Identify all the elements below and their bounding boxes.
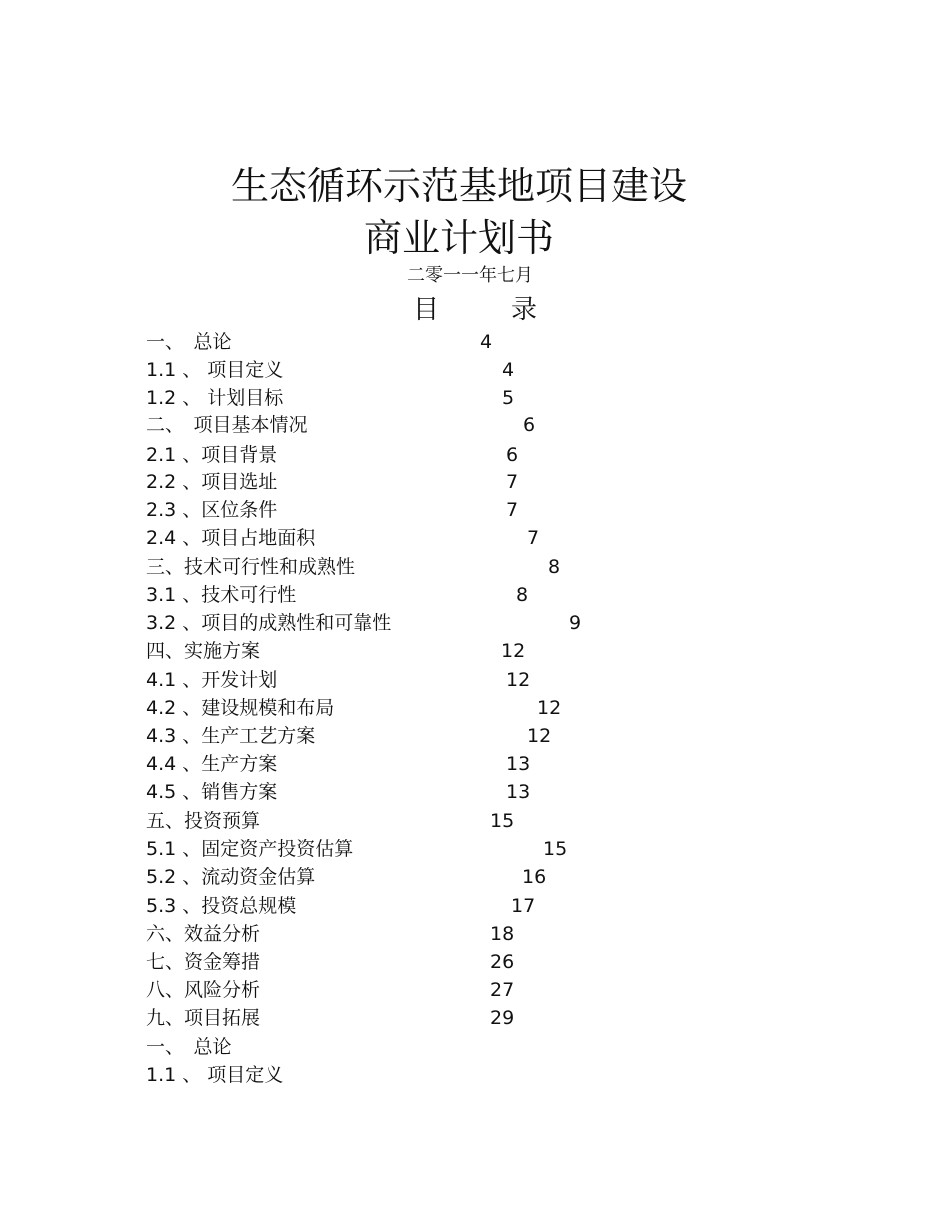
toc-entry[interactable]	[146, 469, 846, 495]
toc-entry-page: 7	[527, 527, 540, 549]
toc-entry[interactable]	[146, 723, 846, 749]
toc-entry-label: 2.2 、项目选址	[146, 471, 278, 493]
toc-entry-label: 八、风险分析	[146, 979, 261, 1001]
toc-entry-label: 5.3 、投资总规模	[146, 895, 297, 917]
toc-heading-right: 录	[511, 295, 538, 325]
toc-entry-page: 15	[490, 810, 515, 832]
toc-entry-page: 12	[537, 697, 562, 719]
section-heading-label: 一、 总论	[146, 1036, 232, 1058]
toc-entry-label: 2.3 、区位条件	[146, 499, 278, 521]
toc-entry-page: 16	[522, 866, 547, 888]
toc-entry-label: 4.4 、生产方案	[146, 753, 278, 775]
toc-entry-page: 5	[502, 387, 515, 409]
toc-entry-page: 17	[511, 895, 536, 917]
toc-entry-label: 5.1 、固定资产投资估算	[146, 838, 354, 860]
toc-entry-label: 2.4 、项目占地面积	[146, 527, 316, 549]
toc-entry-label: 1.2 、 计划目标	[146, 387, 284, 409]
toc-entry-page: 12	[501, 640, 526, 662]
toc-entry-label: 六、效益分析	[146, 923, 261, 945]
toc-entry[interactable]	[146, 357, 846, 383]
toc-entry[interactable]	[146, 977, 846, 1003]
toc-entry-page: 7	[506, 499, 519, 521]
toc-entry-page: 8	[548, 556, 561, 578]
document-date: 二零一一年七月	[407, 265, 533, 286]
toc-entry[interactable]	[146, 667, 846, 693]
toc-entry[interactable]	[146, 779, 846, 805]
toc-entry-page: 12	[527, 725, 552, 747]
toc-entry-page: 6	[523, 414, 536, 436]
toc-entry-label: 1.1 、 项目定义	[146, 359, 284, 381]
toc-entry[interactable]	[146, 610, 846, 636]
toc-entry-page: 18	[490, 923, 515, 945]
toc-entry-page: 15	[543, 838, 568, 860]
toc-entry[interactable]	[146, 836, 846, 862]
toc-entry-label: 2.1 、项目背景	[146, 444, 278, 466]
toc-entry-label: 九、项目拓展	[146, 1007, 261, 1029]
toc-entry[interactable]	[146, 638, 846, 664]
toc-entry-label: 3.2 、项目的成熟性和可靠性	[146, 612, 392, 634]
toc-entry[interactable]	[146, 582, 846, 608]
toc-entry[interactable]	[146, 751, 846, 777]
toc-entry-page: 4	[502, 359, 515, 381]
toc-entry-page: 29	[490, 1007, 515, 1029]
toc-entry-label: 5.2 、流动资金估算	[146, 866, 316, 888]
toc-entry[interactable]	[146, 385, 846, 411]
subsection-heading-label: 1.1 、 项目定义	[146, 1064, 284, 1086]
toc-entry-label: 4.1 、开发计划	[146, 669, 278, 691]
toc-entry-label: 七、资金筹措	[146, 951, 261, 973]
toc-heading-left: 目	[413, 295, 440, 325]
toc-entry-page: 8	[516, 584, 529, 606]
toc-entry-label: 四、实施方案	[146, 640, 261, 662]
toc-entry-page: 13	[506, 781, 531, 803]
section-heading	[146, 1034, 846, 1060]
toc-entry[interactable]	[146, 554, 846, 580]
toc-entry-label: 4.2 、建设规模和布局	[146, 697, 335, 719]
toc-entry-label: 二、 项目基本情况	[146, 414, 308, 436]
toc-entry-page: 6	[506, 444, 519, 466]
toc-entry-label: 五、投资预算	[146, 810, 261, 832]
toc-entry[interactable]	[146, 525, 846, 551]
toc-entry[interactable]	[146, 893, 846, 919]
toc-entry-page: 27	[490, 979, 515, 1001]
toc-entry-label: 4.3 、生产工艺方案	[146, 725, 316, 747]
toc-entry-label: 4.5 、销售方案	[146, 781, 278, 803]
toc-entry[interactable]	[146, 412, 846, 438]
toc-entry-label: 一、 总论	[146, 331, 232, 353]
toc-entry-page: 26	[490, 951, 515, 973]
document-title-line-1: 生态循环示范基地项目建设	[230, 164, 687, 208]
toc-entry[interactable]	[146, 497, 846, 523]
toc-entry-label: 3.1 、技术可行性	[146, 584, 297, 606]
toc-entry-page: 12	[506, 669, 531, 691]
toc-entry-page: 4	[480, 331, 493, 353]
toc-entry[interactable]	[146, 1005, 846, 1031]
subsection-heading	[146, 1062, 846, 1088]
toc-entry-page: 7	[506, 471, 519, 493]
toc-entry-page: 9	[569, 612, 582, 634]
document-title-line-2: 商业计划书	[363, 216, 554, 260]
toc-entry[interactable]	[146, 949, 846, 975]
toc-entry[interactable]	[146, 921, 846, 947]
toc-entry[interactable]	[146, 442, 846, 468]
toc-entry[interactable]	[146, 808, 846, 834]
toc-entry[interactable]	[146, 329, 846, 355]
toc-entry-label: 三、技术可行性和成熟性	[146, 556, 356, 578]
toc-entry[interactable]	[146, 864, 846, 890]
toc-entry-page: 13	[506, 753, 531, 775]
toc-entry[interactable]	[146, 695, 846, 721]
